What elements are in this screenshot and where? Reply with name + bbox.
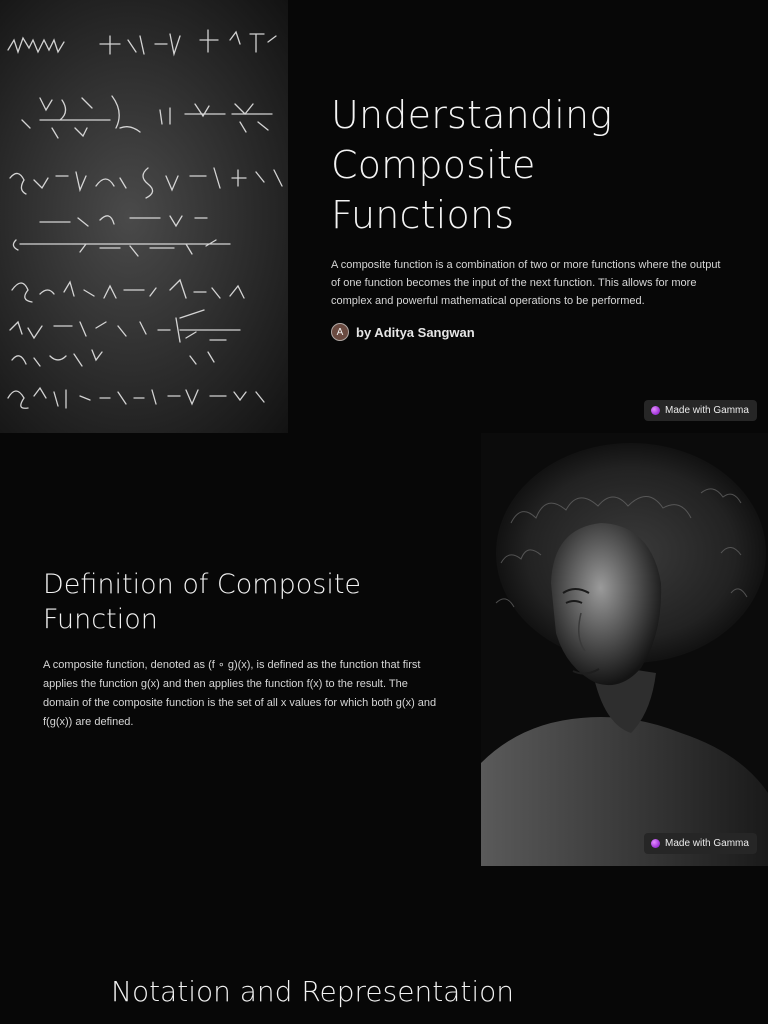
badge-label: Made with Gamma — [665, 838, 749, 849]
slide-notation — [0, 866, 768, 1024]
author-name: by Aditya Sangwan — [356, 324, 475, 340]
title-line: Understanding — [331, 93, 613, 137]
title-line: Functions — [331, 193, 515, 237]
gamma-logo-icon — [651, 839, 660, 848]
gamma-logo-icon — [651, 406, 660, 415]
slide-title — [0, 0, 768, 433]
made-with-gamma-badge[interactable] — [644, 400, 757, 421]
definition-paragraph: A composite function, denoted as (f ∘ g)(x), is defined as the function that first applies the function g(x) and then applies the function f(x) to the result. The domain of the composite function is the set of all x values for which both g(x) and f(g(x)) are defined. — [43, 659, 437, 728]
badge-label: Made with Gamma — [665, 405, 749, 416]
title-line: Composite — [331, 143, 536, 187]
made-with-gamma-badge[interactable] — [644, 833, 757, 854]
title-line: Definition of Composite — [43, 569, 362, 600]
slide-title-heading — [331, 90, 731, 240]
author-byline — [331, 323, 475, 341]
definition-heading — [43, 567, 443, 637]
portrait-image — [481, 433, 768, 866]
notation-heading: Notation and Representation — [111, 975, 514, 1008]
title-line: Function — [43, 604, 158, 635]
intro-paragraph: A composite function is a combination of two or more functions where the output of one function becomes the input of the next function. This allows for more complex and powerful mathematical operations to be performed. — [331, 259, 721, 307]
chalkboard-image — [0, 0, 288, 433]
slide-definition — [0, 433, 768, 866]
avatar: A — [331, 323, 349, 341]
